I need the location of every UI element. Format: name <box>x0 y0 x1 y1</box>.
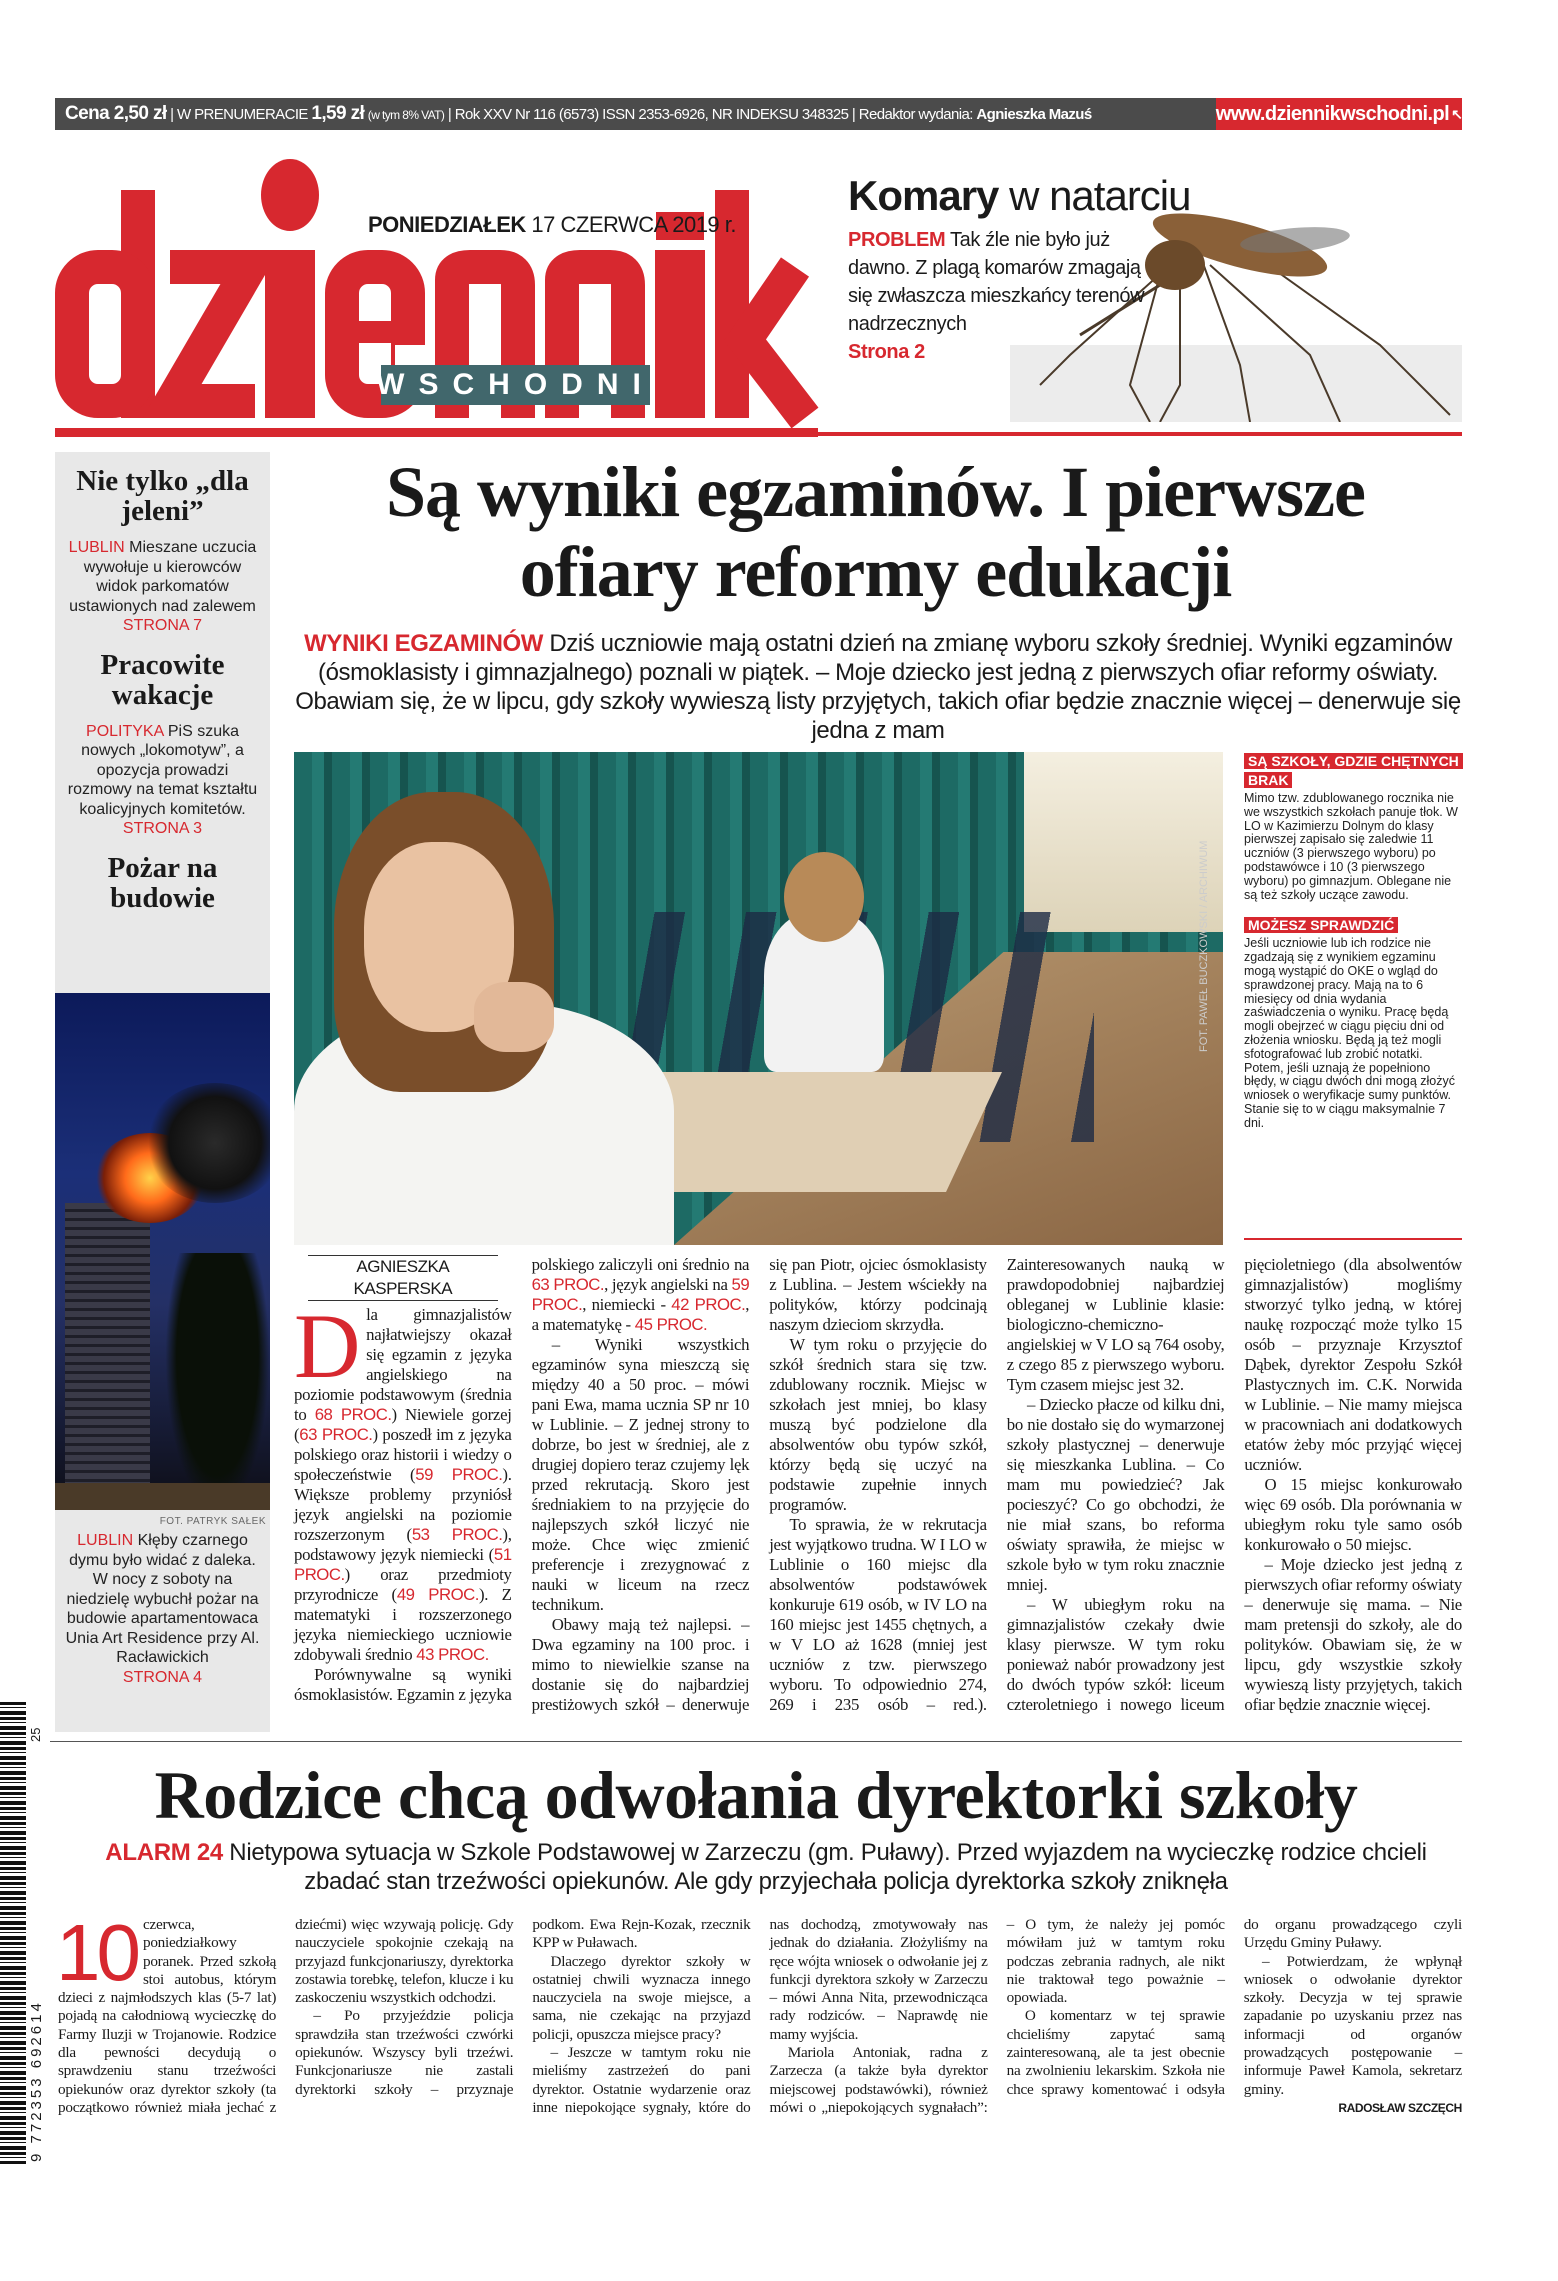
factbox-rule <box>1244 1238 1462 1240</box>
vat-note: (w tym 8% VAT) <box>367 108 445 122</box>
second-article-body <box>56 1908 1462 2117</box>
editor-name: Agnieszka Mazuś <box>976 106 1092 123</box>
text-run: O komentarz w tej sprawie chcieliśmy zapytać samą zainteresowaną, ale ta jest obecnie na zwolnieniu lekarskim. Szkoła nie chce sprawy komentować i odsyła do organu prowadzącego czyli Urzędu Gminy Puławy. <box>1006 1916 1462 2098</box>
header-rule-thin <box>818 432 1462 436</box>
article-paragraph <box>532 1953 750 2044</box>
highlight-percent: 51 PROC. <box>294 1545 512 1584</box>
teaser-mosquitoes[interactable] <box>848 172 1191 366</box>
subscription-label: W PRENUMERACIE <box>177 106 308 123</box>
article-paragraph <box>1244 1475 1462 1555</box>
sidebar-body: Kłęby czarnego dymu było widać z daleka. W nocy z soboty na niedzielę wybuchł pożar na budowie apartamentowaca Unia Art Residence przy Al. Racławickich <box>65 1532 260 1666</box>
highlight-percent: 43 PROC. <box>416 1645 489 1664</box>
deck-kicker: WYNIKI EGZAMINÓW <box>304 630 544 657</box>
text-run: Obawy mają też najlepsi. – Dwa egzaminy na 100 proc. i mimo to niewielkie szanse na dostanie się do najbardziej prestiżowych szkół – denerwuje się pan Piotr, ojciec ósmoklasisty z Lublina. – Jestem wściekły na polityków, którzy podcinają naszym dzieciom skrzydła. <box>531 1255 987 1714</box>
article-paragraph <box>1007 1395 1225 1595</box>
sidebar-fire-text <box>55 1516 270 1687</box>
factbox-item <box>1244 916 1462 1130</box>
teaser-title-light: w natarciu <box>1009 172 1191 219</box>
text-run: – Jeszcze w tamtym roku nie mieliśmy zastrzeżeń do pani dyrektor. Ostatnie wydarzenie oraz inne niepokojące sygnały, które do nas dochodzą, zmotywowały nas jednak do działania. Złożyliśmy na ręce wójta wniosek o odwołanie jej z funkcji dyrektora szkoły w Zarzeczu – mówi Anna Nita, przewodnicząca rady rodziców. – Naprawdę nie mamy wyjścia. <box>532 1916 988 2116</box>
highlight-percent: 45 PROC. <box>634 1315 708 1334</box>
text-run: W tym roku o przyjęcie do szkół średnich stara się tzw. zdublowany rocznik. Miejsc w szkołach jest mniej, bo klasy muszą być podzielone dla absolwentów obu typów szkół, którzy będą się uczyć na podstawie zupełnie innych programów. <box>769 1335 987 1514</box>
barcode-issue: 25 <box>28 1727 43 1742</box>
editor-label: Redaktor wydania: <box>858 106 973 123</box>
sidebar-title: Nie tylko „dla jeleni” <box>76 465 249 527</box>
sidebar-item-parking[interactable] <box>55 466 270 636</box>
logo-subtitle: WSCHODNI <box>381 365 650 405</box>
text-run: , niemiecki - <box>582 1295 672 1314</box>
subscription-price: 1,59 zł <box>311 103 365 124</box>
sidebar-text <box>55 1531 270 1687</box>
highlight-percent: 63 PROC. <box>531 1275 605 1294</box>
text-run: – Wyniki wszystkich egzaminów syna mieszczą się między 40 a 50 proc. – mówi pani Ewa, mama ucznia SP nr 10 w Lublinie. – Z jednej strony to dobrze, bo jest w średniej, ale z drugiej dopiero teraz czujemy lęk przed rekrutacją. Skoro jest średniakiem to na przyjęcie do najlepszych szkół liczyć nie może. Chce więc zmienić preferencje i zrezygnować z nauki w liceum na rzecz technikum. <box>531 1335 750 1614</box>
article-paragraph <box>294 1295 512 1665</box>
text-run: – Moje dziecko jest jedną z pierwszych ofiar reformy oświaty – denerwuje się mama. – Nie mam pretensji do szkoły, ale do polityków. Obawiam się, że w lipcu, gdy wszystkie szkoły wywieszą listy przyjętych, takich ofiar będzie znacznie więcej. <box>1244 1555 1462 1714</box>
factbox-item <box>1244 752 1462 902</box>
deck-kicker: ALARM 24 <box>105 1839 223 1866</box>
teaser-text <box>848 226 1148 366</box>
highlight-percent: 59 PROC. <box>531 1275 750 1314</box>
article-paragraph <box>1244 1953 1462 2099</box>
text-run: ) Niewiele gorzej ( <box>294 1405 512 1444</box>
factbox-text: Jeśli uczniowie lub ich rodzice nie zgadzają się z wynikiem egzaminu mogą wystąpić do OKE o wgląd do sprawdzonej pracy. Mają na to 6 miesięcy od dnia wydania zaświadczenia o wyniku. Pracę będą mogli obejrzeć w ciągu pięciu dni od złożenia wniosku. Będą ją też mogli sfotografować lub zrobić notatki. Potem, jeśli uznają że popełniono błędy, w ciągu dwóch dni mogą złożyć wniosek o weryfikacje sumy punktów. Stanie się to w ciągu maksymalnie 7 dni. <box>1244 936 1455 1130</box>
photo-credit: FOT. PAWEŁ BUCZKOWSKI / ARCHIWUM <box>1198 840 1210 1052</box>
text-run: Mariola Antoniak, radna z Zarzecza (a także była dyrektor miejscowej podstawówki), również mówi o „niepokojących sygnałach”: – O tym, że należy jej pomóc mówiłam już w tamtym roku podczas zebrania radnych, ale nikt nie traktował tego poważnie – opowiada. <box>769 1916 1225 2116</box>
fire-photo <box>55 993 270 1510</box>
teaser-body: Tak źle nie było już dawno. Z plagą komarów zmagają się zwłaszcza mieszkańcy terenów nadrzecznych <box>848 229 1145 335</box>
highlight-percent: 49 PROC. <box>396 1585 479 1604</box>
highlight-percent: 68 PROC. <box>314 1405 392 1424</box>
author-byline: RADOSŁAW SZCZĘCH <box>1338 2100 1462 2115</box>
text-run: ). Większe problemy przyniósł język angielski na poziomie rozszerzonym ( <box>294 1465 512 1544</box>
sidebar-page-ref: STRONA 4 <box>122 1668 203 1686</box>
sidebar-title: Pożar na budowie <box>107 851 218 914</box>
text-run: – W ubiegłym roku na gimnazjalistów czekały dwie klasy pierwsze. W tym roku ponieważ nabór prowadzony jest do dwóch typów szkół: liceum czteroletniego i nowego liceum pięcioletniego (dla absolwentów gimnazjalistów) mogliśmy stworzyć tylko jedną, w której naukę rozpocząć może tylko 15 osób – przyznaje Krzysztof Dąbek, dyrektor Zespołu Szkół Plastycznych im. C.K. Norwida w Lublinie. – Nie mamy miejsca w pracowniach ani dodatkowych etatów żeby móc przyjąć więcej uczniów. <box>1006 1255 1462 1714</box>
date: 17 CZERWCA 2019 r. <box>531 212 736 237</box>
text-run: , język angielski na <box>604 1275 732 1294</box>
text-run: , a matematykę - <box>531 1295 750 1334</box>
cursor-icon: ↖ <box>1451 105 1463 122</box>
article-paragraph <box>532 1335 750 1615</box>
text-run: ), podstawowy język niemiecki ( <box>294 1525 512 1564</box>
highlight-percent: 53 PROC. <box>411 1525 503 1544</box>
text-run: ) poszedł im z języka polskiego oraz historii i wiedzy o społeczeństwie ( <box>294 1425 512 1484</box>
teaser-title-bold: Komary <box>848 172 999 219</box>
factbox <box>1244 752 1462 1131</box>
exam-classroom-photo <box>294 752 1223 1245</box>
barcode <box>0 1702 43 2164</box>
text-run: – Potwierdzam, że wpłynął wniosek o odwołanie dyrektor szkoły. Decyzja w tej sprawie zapadanie po uzyskaniu przez nas informacji od organów prowadzących postępowanie – informuje Paweł Kamola, sekretarz gminy. <box>1243 1952 1462 2098</box>
sidebar-kicker: POLITYKA <box>86 722 164 740</box>
sidebar-body: PiS szuka nowych „lokomotyw”, a opozycja prowadzi rozmowy na temat kształtu koalicyjnych komitetów. <box>67 722 258 818</box>
weekday: PONIEDZIAŁEK <box>368 212 526 237</box>
text-run: ) oraz przedmioty przyrodnicze ( <box>294 1565 512 1604</box>
drop-cap: D <box>294 1295 361 1397</box>
website-link[interactable] <box>1216 98 1462 130</box>
section-divider <box>50 1741 1462 1742</box>
factbox-title: MOŻESZ SPRAWDZIĆ <box>1244 917 1398 933</box>
main-headline[interactable]: Są wyniki egzaminów. I pierwsze ofiary reformy edukacji <box>385 452 1365 612</box>
masthead-info-bar <box>55 98 1462 130</box>
sidebar-body: Mieszane uczucia wywołuje u kierowców widok parkomatów ustawionych nad zalewem <box>69 539 257 615</box>
text-run: – Dziecko płacze od kilku dni, bo nie dostało się do wymarzonej szkoły plastycznej – denerwuje się mieszkanka Lublina. – Co mam mu powiedzieć? Jak pocieszyć? Co go obchodzi, że nie miał szans, bo reforma oświaty sprawiła, że miejsc w szkole było w tym roku znacznie mniej. <box>1006 1395 1225 1594</box>
author-byline: AGNIESZKA KASPERSKA <box>308 1255 498 1301</box>
second-deck <box>70 1838 1462 1896</box>
highlight-percent: 63 PROC. <box>299 1425 373 1444</box>
barcode-number: 9 772353 692614 <box>28 2000 45 2162</box>
logo-i-dot <box>261 159 319 231</box>
main-article-body <box>294 1255 1462 1715</box>
text-run: ). Z matematyki i rozszerzonego języka niemieckiego uczniowie zdobywali średnio <box>294 1585 512 1664</box>
deck-text: Dziś uczniowie mają ostatni dzień na zmianę wyboru szkoły średniej. Wyniki egzaminów (ósmoklasisty i gimnazjalnego) poznali w piątek. – Moje dziecko jest jedną z pierwszych ofiar reformy oświaty. Obawiam się, że w lipcu, gdy szkoły wywieszą listy przyjętych, takich ofiar będzie znacznie więcej – denerwuje się jedna z mam <box>295 630 1461 744</box>
photo-credit: FOT. PATRYK SAŁEK <box>159 1516 266 1527</box>
sidebar-text <box>55 722 270 839</box>
sidebar-title: Pracowite wakacje <box>100 648 225 711</box>
text-run: O 15 miejsc konkurowało więc 69 osób. Dla porównania w ubiegłym roku tyle samo osób konkurowało o 50 miejsc. <box>1244 1475 1462 1554</box>
text-run: – Po przyjeździe policja sprawdziła stan trzeźwości czwórki opiekunów. Wszyscy byli trzeźwi. Funkcjonariusze nie zastali dyrektorki szkoły – przyznaje podkom. Ewa Rejn-Kozak, rzecznik KPP w Puławach. <box>295 1916 751 2098</box>
article-paragraph <box>769 1335 987 1515</box>
teaser-title <box>848 172 1191 220</box>
sidebar-text <box>55 538 270 636</box>
teaser-page-ref[interactable]: Strona 2 <box>848 341 925 363</box>
text-run: czerwca, poniedziałkowy poranek. Przed szkołą stoi autobus, którym dzieci z najmłodszych klas (5-7 lat) pojadą na całodniową wycieczkę do Farmy Iluzji w Trojanowie. Rodzice dla pewności decydują o sprawdzeniu stanu trzeźwości opiekunów oraz dyrektor szkoły (ta początkowo również miała jechać z dziećmi) więc wzywają policję. Gdy nauczyciele spokojnie czekają na przyjazd funkcjonariuszy, dyrektorka zostawia torebkę, telefon, klucze i ku zaskoczeniu wszystkich odchodzi. <box>58 1916 514 2116</box>
teaser-kicker: PROBLEM <box>848 229 946 251</box>
website-url: www.dziennikwschodni.pl <box>1215 102 1450 125</box>
sidebar-kicker: LUBLIN <box>77 1532 134 1549</box>
drop-cap: 10 <box>56 1908 137 1997</box>
factbox-title: SĄ SZKOŁY, GDZIE CHĘTNYCH BRAK <box>1244 753 1463 788</box>
sidebar-page-ref: STRONA 7 <box>122 617 203 634</box>
text-run: Dlaczego dyrektor szkoły w ostatniej chwili wyznacza innego nauczyciela na swoje miejsce, a sama, nie czekając na przyjazd policji, opuszcza miejsce pracy? <box>532 1952 751 2043</box>
text-run: Porównywalne są wyniki ósmoklasistów. Egzamin z języka polskiego zaliczyli oni średnio na <box>294 1255 750 1704</box>
text-run: la gimnazjalistów najłatwiejszy okazał się egzamin z języka angielskiego na poziomie podstawowym (średnia to <box>294 1305 512 1424</box>
second-headline[interactable]: Rodzice chcą odwołania dyrektorki szkoły <box>154 1757 1358 1833</box>
issue-info: Cena 2,50 zł | W PRENUMERACIE 1,59 zł (w tym 8% VAT) | Rok XXV Nr 116 (6573) ISSN 2353-6926, NR INDEKSU 348325 | Redaktor wydania: Agnieszka Mazuś <box>65 103 1092 124</box>
deck-text: Nietypowa sytuacja w Szkole Podstawowej w Zarzeczu (gm. Puławy). Przed wyjazdem na wycieczkę rodzice chcieli zbadać stan trzeźwości opiekunów. Ale gdy przyjechała policja dyrektorka szkoły zniknęła <box>229 1839 1427 1895</box>
header-rule <box>55 428 818 437</box>
sidebar-item-fire[interactable] <box>55 853 270 913</box>
highlight-percent: 42 PROC. <box>671 1295 746 1314</box>
text-run: To sprawia, że w rekrutacja jest wyjątkowo trudna. W I LO w Lublinie o 160 miejsc dla absolwentów podstawówek konkuruje 619 osób, w IV LO na 160 miejsc jest 1455 chętnych, a w V LO aż 1628 (mniej jest uczniów z tzw. pierwszego wyboru. To odpowiednio 274, 269 i 235 osób – red.). Zainteresowanych nauką w prawdopodobniej najbardziej obleganej w Lublinie klasie: biologiczno-chemiczno-angielskiej w V LO są 764 osoby, z czego 85 z pierwszego wyboru. Tym czasem miejsc jest 32. <box>769 1255 1225 1714</box>
sidebar-item-politics[interactable] <box>55 650 270 839</box>
article-paragraph <box>1244 1555 1462 1715</box>
sidebar-kicker: LUBLIN <box>68 539 125 556</box>
price: Cena 2,50 zł <box>65 103 167 124</box>
issue-number: Rok XXV Nr 116 (6573) ISSN 2353-6926, NR INDEKSU 348325 <box>454 106 849 123</box>
sidebar-page-ref: STRONA 3 <box>122 820 203 837</box>
barcode-bars <box>0 1702 26 2164</box>
factbox-text: Mimo tzw. zdublowanego rocznika nie we wszystkich szkołach panuje tłok. W LO w Kazimierzu Dolnym do klasy pierwszej zapisało się zaledwie 11 uczniów (3 pierwszego wyboru) po podstawówce i 10 (3 pierwszego wyboru) po gimnazjum. Oblegane nie są też szkoły uczące zawodu. <box>1244 791 1458 902</box>
main-deck <box>294 629 1462 745</box>
highlight-percent: 59 PROC. <box>415 1465 503 1484</box>
issue-date <box>368 212 736 238</box>
